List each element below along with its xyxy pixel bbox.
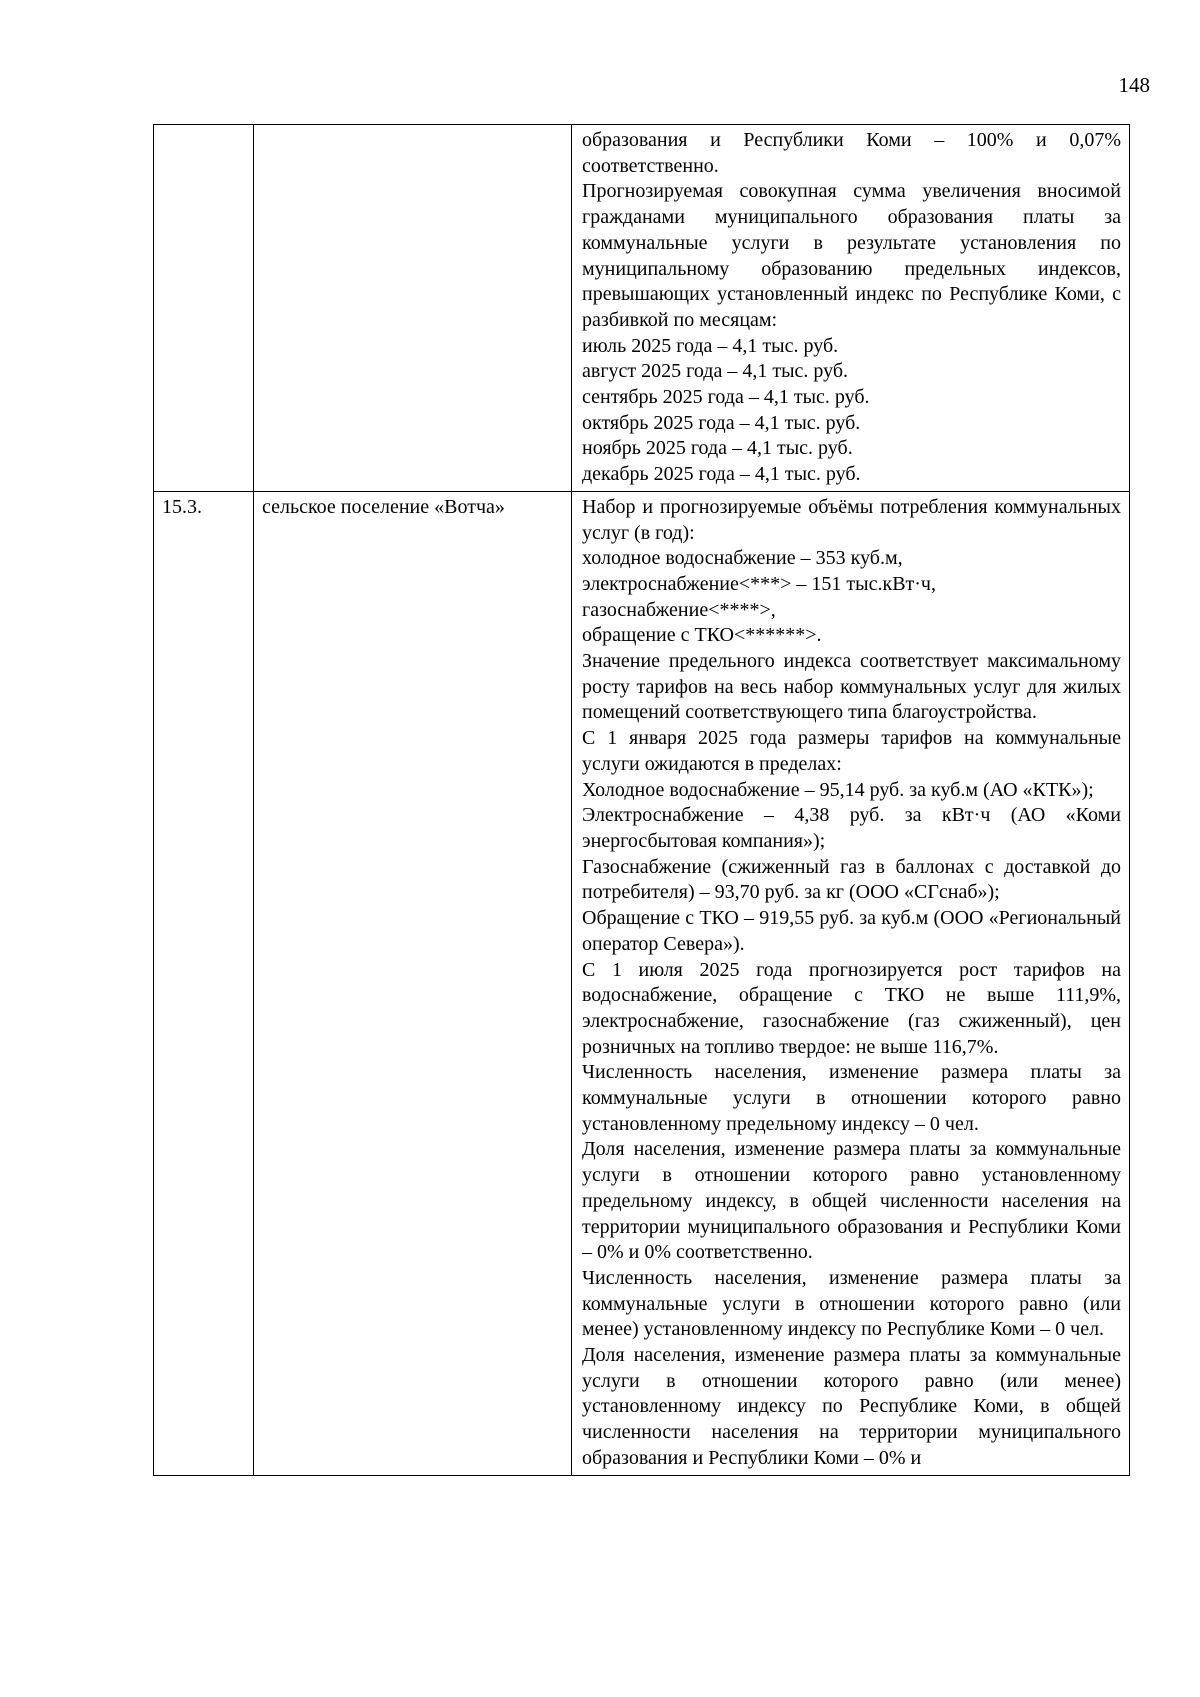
- text-paragraph: Электроснабжение – 4,38 руб. за кВт·ч (АО «Коми энергосбытовая компания»);: [582, 804, 1121, 852]
- text-paragraph: Прогнозируемая совокупная сумма увеличения вносимой гражданами муниципального образования платы за коммунальные услуги в результате установления по муниципальному образованию предельных индексов, превышающих установленный индекс по Республике Коми, с разбивкой по месяцам:: [582, 180, 1121, 331]
- text-paragraph: Численность населения, изменение размера платы за коммунальные услуги в отношении которого равно (или менее) установленному индексу по Республике Коми – 0 чел.: [582, 1266, 1121, 1341]
- text-line: октябрь 2025 года – 4,1 тыс. руб.: [582, 411, 861, 434]
- municipal-tariff-table: [153, 124, 1130, 1476]
- row-number-cell: [154, 125, 254, 492]
- text-line: август 2025 года – 4,1 тыс. руб.: [582, 360, 849, 383]
- description-text: [582, 495, 1121, 1472]
- text-paragraph: Холодное водоснабжение – 95,14 руб. за куб.м (АО «КТК»);: [582, 778, 1094, 801]
- text-line: газоснабжение<****>,: [582, 598, 776, 621]
- text-paragraph: С 1 июля 2025 года прогнозируется рост тарифов на водоснабжение, обращение с ТКО не выше 111,9%, электроснабжение, газоснабжение (газ сжиженный), цен розничных на топливо твердое: не выше 116,7%.: [582, 958, 1121, 1058]
- text-line: ноябрь 2025 года – 4,1 тыс. руб.: [582, 437, 853, 460]
- description-cell: [572, 125, 1130, 492]
- text-paragraph: Численность населения, изменение размера платы за коммунальные услуги в отношении которого равно установленному предельному индексу – 0 чел.: [582, 1061, 1121, 1135]
- text-paragraph: образования и Республики Коми – 100% и 0,07% соответственно.: [582, 129, 1121, 177]
- description-text: [582, 128, 1121, 488]
- municipality-name-cell: [254, 125, 572, 492]
- text-line: обращение с ТКО<******>.: [582, 624, 822, 647]
- text-paragraph: Газоснабжение (сжиженный газ в баллонах с доставкой до потребителя) – 93,70 руб. за кг (ООО «СГснаб»);: [582, 855, 1121, 904]
- text-line: электроснабжение<***> – 151 тыс.кВт·ч,: [582, 572, 936, 595]
- row-number-cell: 15.3.: [154, 491, 254, 1475]
- description-cell: [572, 491, 1130, 1475]
- page-number: 148: [1118, 73, 1150, 97]
- text-line: холодное водоснабжение – 353 куб.м,: [582, 547, 903, 570]
- text-line: декабрь 2025 года – 4,1 тыс. руб.: [582, 463, 861, 486]
- text-paragraph: Доля населения, изменение размера платы за коммунальные услуги в отношении которого равно установленному предельному индексу, в общей численности населения на территории муниципального образования и Республики Коми – 0% и 0% соответственно.: [582, 1138, 1121, 1264]
- table-row: [154, 491, 1130, 1475]
- text-paragraph: Обращение с ТКО – 919,55 руб. за куб.м (ООО «Региональный оператор Севера»).: [582, 907, 1121, 955]
- text-line: сентябрь 2025 года – 4,1 тыс. руб.: [582, 386, 870, 409]
- text-paragraph: Значение предельного индекса соответствует максимальному росту тарифов на весь набор коммунальных услуг для жилых помещений соответствующего типа благоустройства.: [582, 650, 1121, 724]
- text-paragraph: Доля населения, изменение размера платы за коммунальные услуги в отношении которого равно (или менее) установленному индексу по Республике Коми, в общей численности населения на территории муниципального образования и Республики Коми – 0% и: [582, 1344, 1121, 1469]
- table-row: [154, 125, 1130, 492]
- text-paragraph: С 1 января 2025 года размеры тарифов на коммунальные услуги ожидаются в пределах:: [582, 727, 1121, 775]
- municipality-name-cell: сельское поселение «Вотча»: [254, 491, 572, 1475]
- text-paragraph: Набор и прогнозируемые объёмы потребления коммунальных услуг (в год):: [582, 495, 1121, 544]
- text-line: июль 2025 года – 4,1 тыс. руб.: [582, 334, 839, 357]
